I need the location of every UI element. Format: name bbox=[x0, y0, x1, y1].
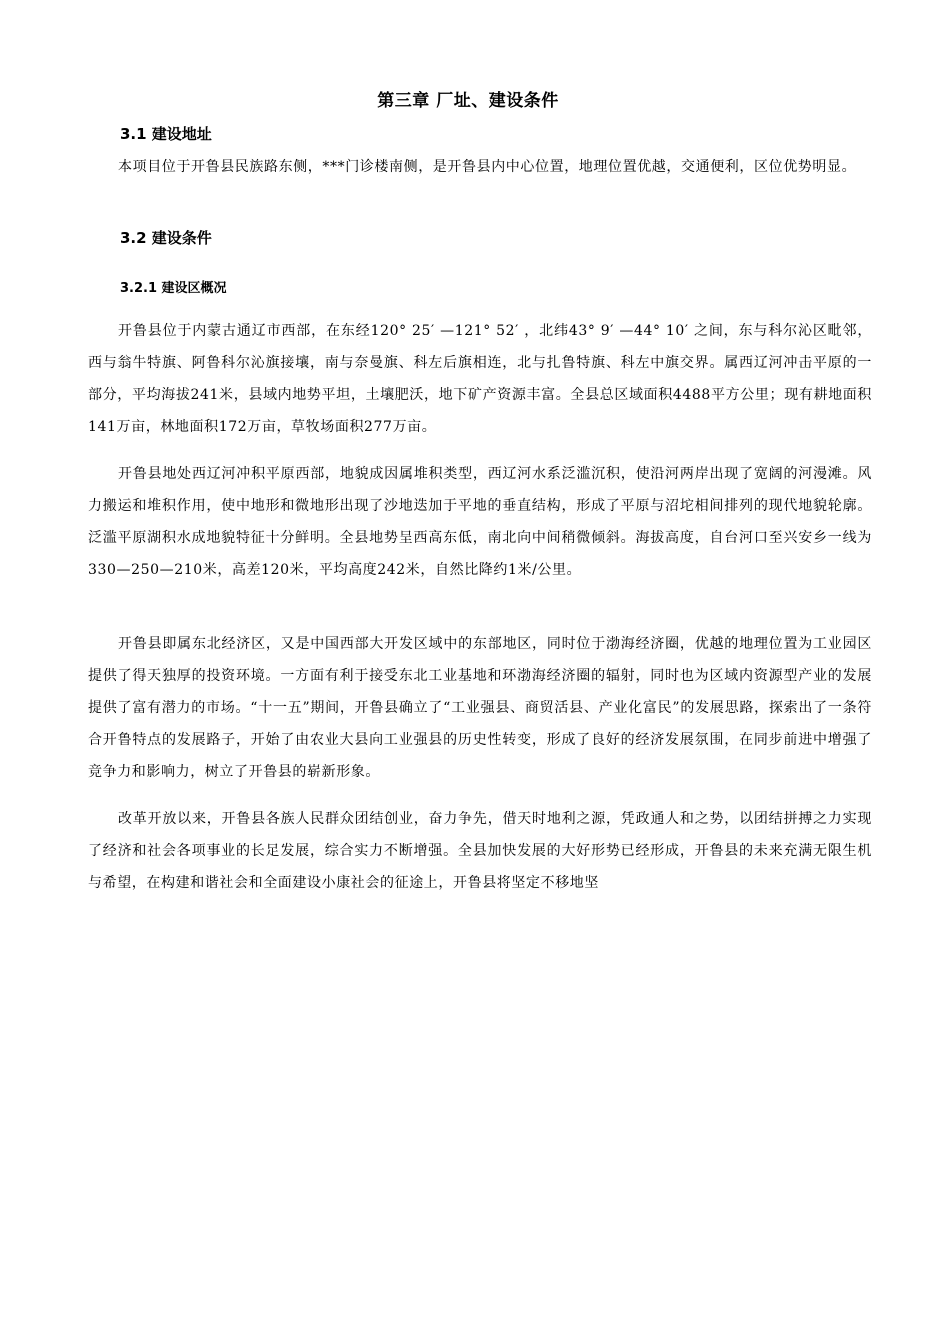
section-3-2-1-heading: 3.2.1 建设区概况 bbox=[120, 281, 227, 296]
body-paragraph-2: 开鲁县地处西辽河冲积平原西部，地貌成因属堆积类型，西辽河水系泛滥沉积，使沿河两岸出现了宽阔的河漫滩。风力搬运和堆积作用，使中地形和微地形出现了沙地迭加于平地的垂直结构，形成了平原与沼坨相间排列的现代地貌轮廓。泛滥平原湖积水成地貌特征十分鲜明。全县地势呈西高东低，南北向中间稍微倾斜。海拔高度，自台河口至兴安乡一线为330—250—210米，高差120米，平均高度242米，自然比降约1米/公里。 bbox=[88, 466, 872, 578]
body-paragraph-3: 开鲁县即属东北经济区，又是中国西部大开发区域中的东部地区，同时位于渤海经济圈，优越的地理位置为工业园区提供了得天独厚的投资环境。一方面有利于接受东北工业基地和环渤海经济圈的辐射，同时也为区域内资源型产业的发展提供了富有潜力的市场。“十一五”期间，开鲁县确立了“工业强县、商贸活县、产业化富民”的发展思路，探索出了一条符合开鲁特点的发展路子，开始了由农业大县向工业强县的历史性转变，形成了良好的经济发展氛围，在同步前进中增强了竞争力和影响力，树立了开鲁县的崭新形象。 bbox=[88, 636, 872, 780]
body-paragraph-1: 开鲁县位于内蒙古通辽市西部，在东经120° 25′ —121° 52′ ，北纬43° 9′ —44° 10′ 之间，东与科尔沁区毗邻，西与翁牛特旗、阿鲁科尔沁旗接壤，南与奈曼旗、科左后旗相连，北与扎鲁特旗、科左中旗交界。属西辽河冲击平原的一部分，平均海拔241米，县域内地势平坦，土壤肥沃，地下矿产资源丰富。全县总区域面积4488平方公里；现有耕地面积141万亩，林地面积172万亩，草牧场面积277万亩。 bbox=[88, 323, 872, 435]
section-3-2-heading: 3.2 建设条件 bbox=[120, 229, 212, 247]
section-3-1-paragraph: 本项目位于开鲁县民族路东侧，***门诊楼南侧，是开鲁县内中心位置，地理位置优越，交通便利，区位优势明显。 bbox=[118, 159, 857, 175]
section-3-1-heading: 3.1 建设地址 bbox=[120, 125, 212, 143]
chapter-title: 第三章 厂址、建设条件 bbox=[377, 91, 559, 111]
body-paragraph-4: 改革开放以来，开鲁县各族人民群众团结创业，奋力争先，借天时地利之源，凭政通人和之势，以团结拼搏之力实现了经济和社会各项事业的长足发展，综合实力不断增强。全县加快发展的大好形势已经形成，开鲁县的未来充满无限生机与希望，在构建和谐社会和全面建设小康社会的征途上，开鲁县将坚定不移地坚 bbox=[88, 811, 872, 891]
